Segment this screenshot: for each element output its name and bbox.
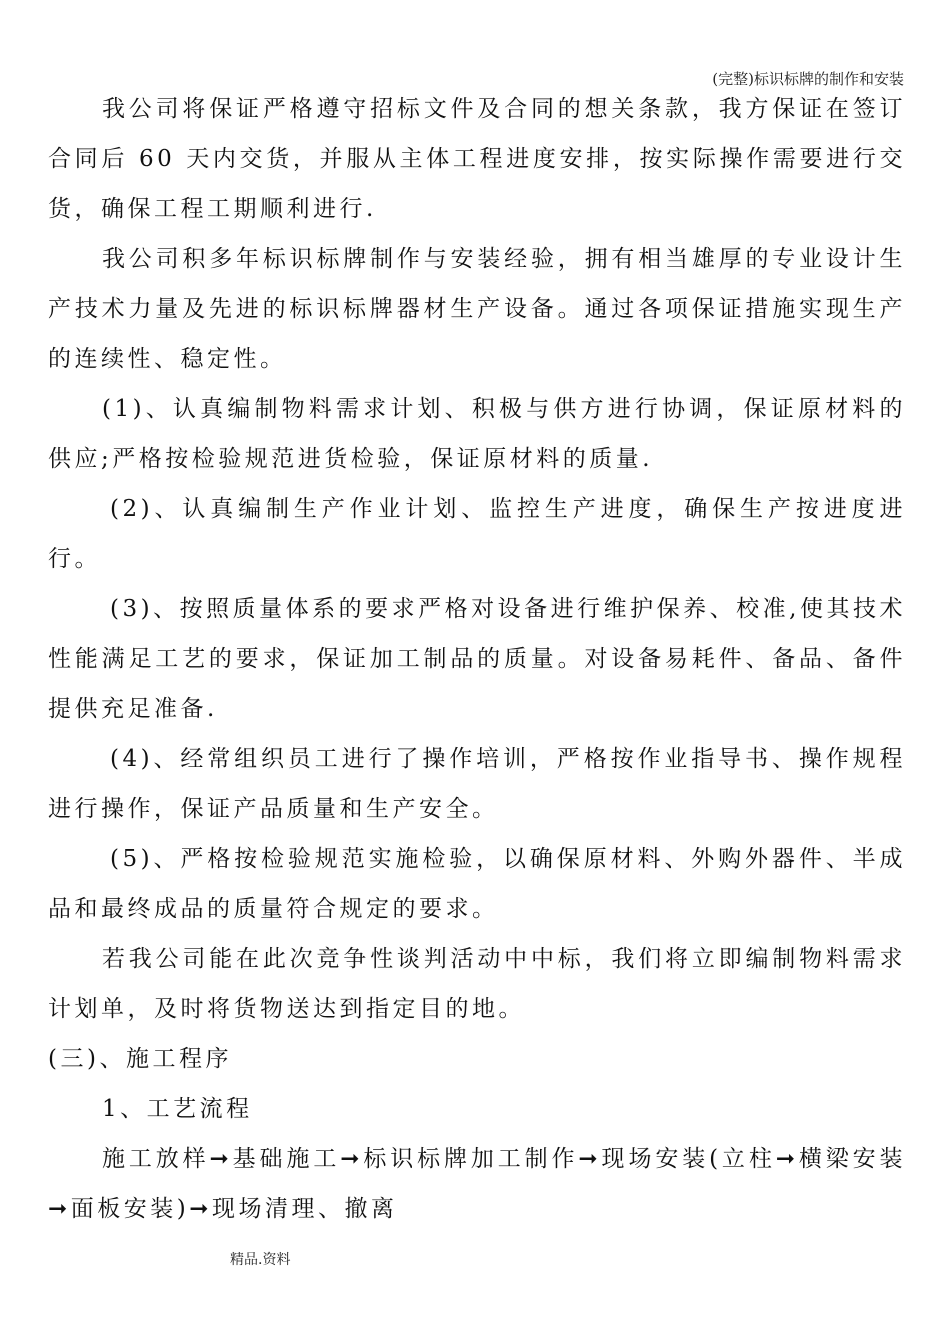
paragraph-measure-1: (1)、认真编制物料需求计划、积极与供方进行协调，保证原材料的供应;严格按检验规范进货检验，保证原材料的质量. xyxy=(48,396,906,472)
paragraph-measure-3: (3)、按照质量体系的要求严格对设备进行维护保养、校准,使其技术性能满足工艺的要求，保证加工制品的质量。对设备易耗件、备品、备件提供充足准备. xyxy=(48,596,906,722)
page-footer: 精品.资料 xyxy=(230,1252,291,1268)
paragraph-delivery-commitment: 我公司将保证严格遵守招标文件及合同的想关条款，我方保证在签订合同后 60 天内交货，并服从主体工程进度安排，按实际操作需要进行交货，确保工程工期顺利进行. xyxy=(48,96,906,222)
running-header: (完整)标识标牌的制作和安装 xyxy=(712,70,904,88)
paragraph-process-flow: 施工放样➞基础施工➞标识标牌加工制作➞现场安装(立柱➞横梁安装➞面板安装)➞现场清理、撤离 xyxy=(48,1146,906,1222)
paragraph-measure-4: (4)、经常组织员工进行了操作培训，严格按作业指导书、操作规程进行操作，保证产品质量和生产安全。 xyxy=(48,746,906,822)
paragraph-company-experience: 我公司积多年标识标牌制作与安装经验，拥有相当雄厚的专业设计生产技术力量及先进的标识标牌器材生产设备。通过各项保证措施实现生产的连续性、稳定性。 xyxy=(48,246,906,372)
subheading-process-flow: 1、工艺流程 xyxy=(102,1096,253,1122)
paragraph-measure-5: (5)、严格按检验规范实施检验，以确保原材料、外购外器件、半成品和最终成品的质量符合规定的要求。 xyxy=(48,846,906,922)
paragraph-measure-2: (2)、认真编制生产作业计划、监控生产进度，确保生产按进度进行。 xyxy=(48,496,906,572)
paragraph-winning-bid: 若我公司能在此次竞争性谈判活动中中标，我们将立即编制物料需求计划单，及时将货物送达到指定目的地。 xyxy=(48,946,906,1022)
section-heading-construction-procedure: (三)、施工程序 xyxy=(48,1046,232,1072)
document-body xyxy=(48,84,906,1234)
